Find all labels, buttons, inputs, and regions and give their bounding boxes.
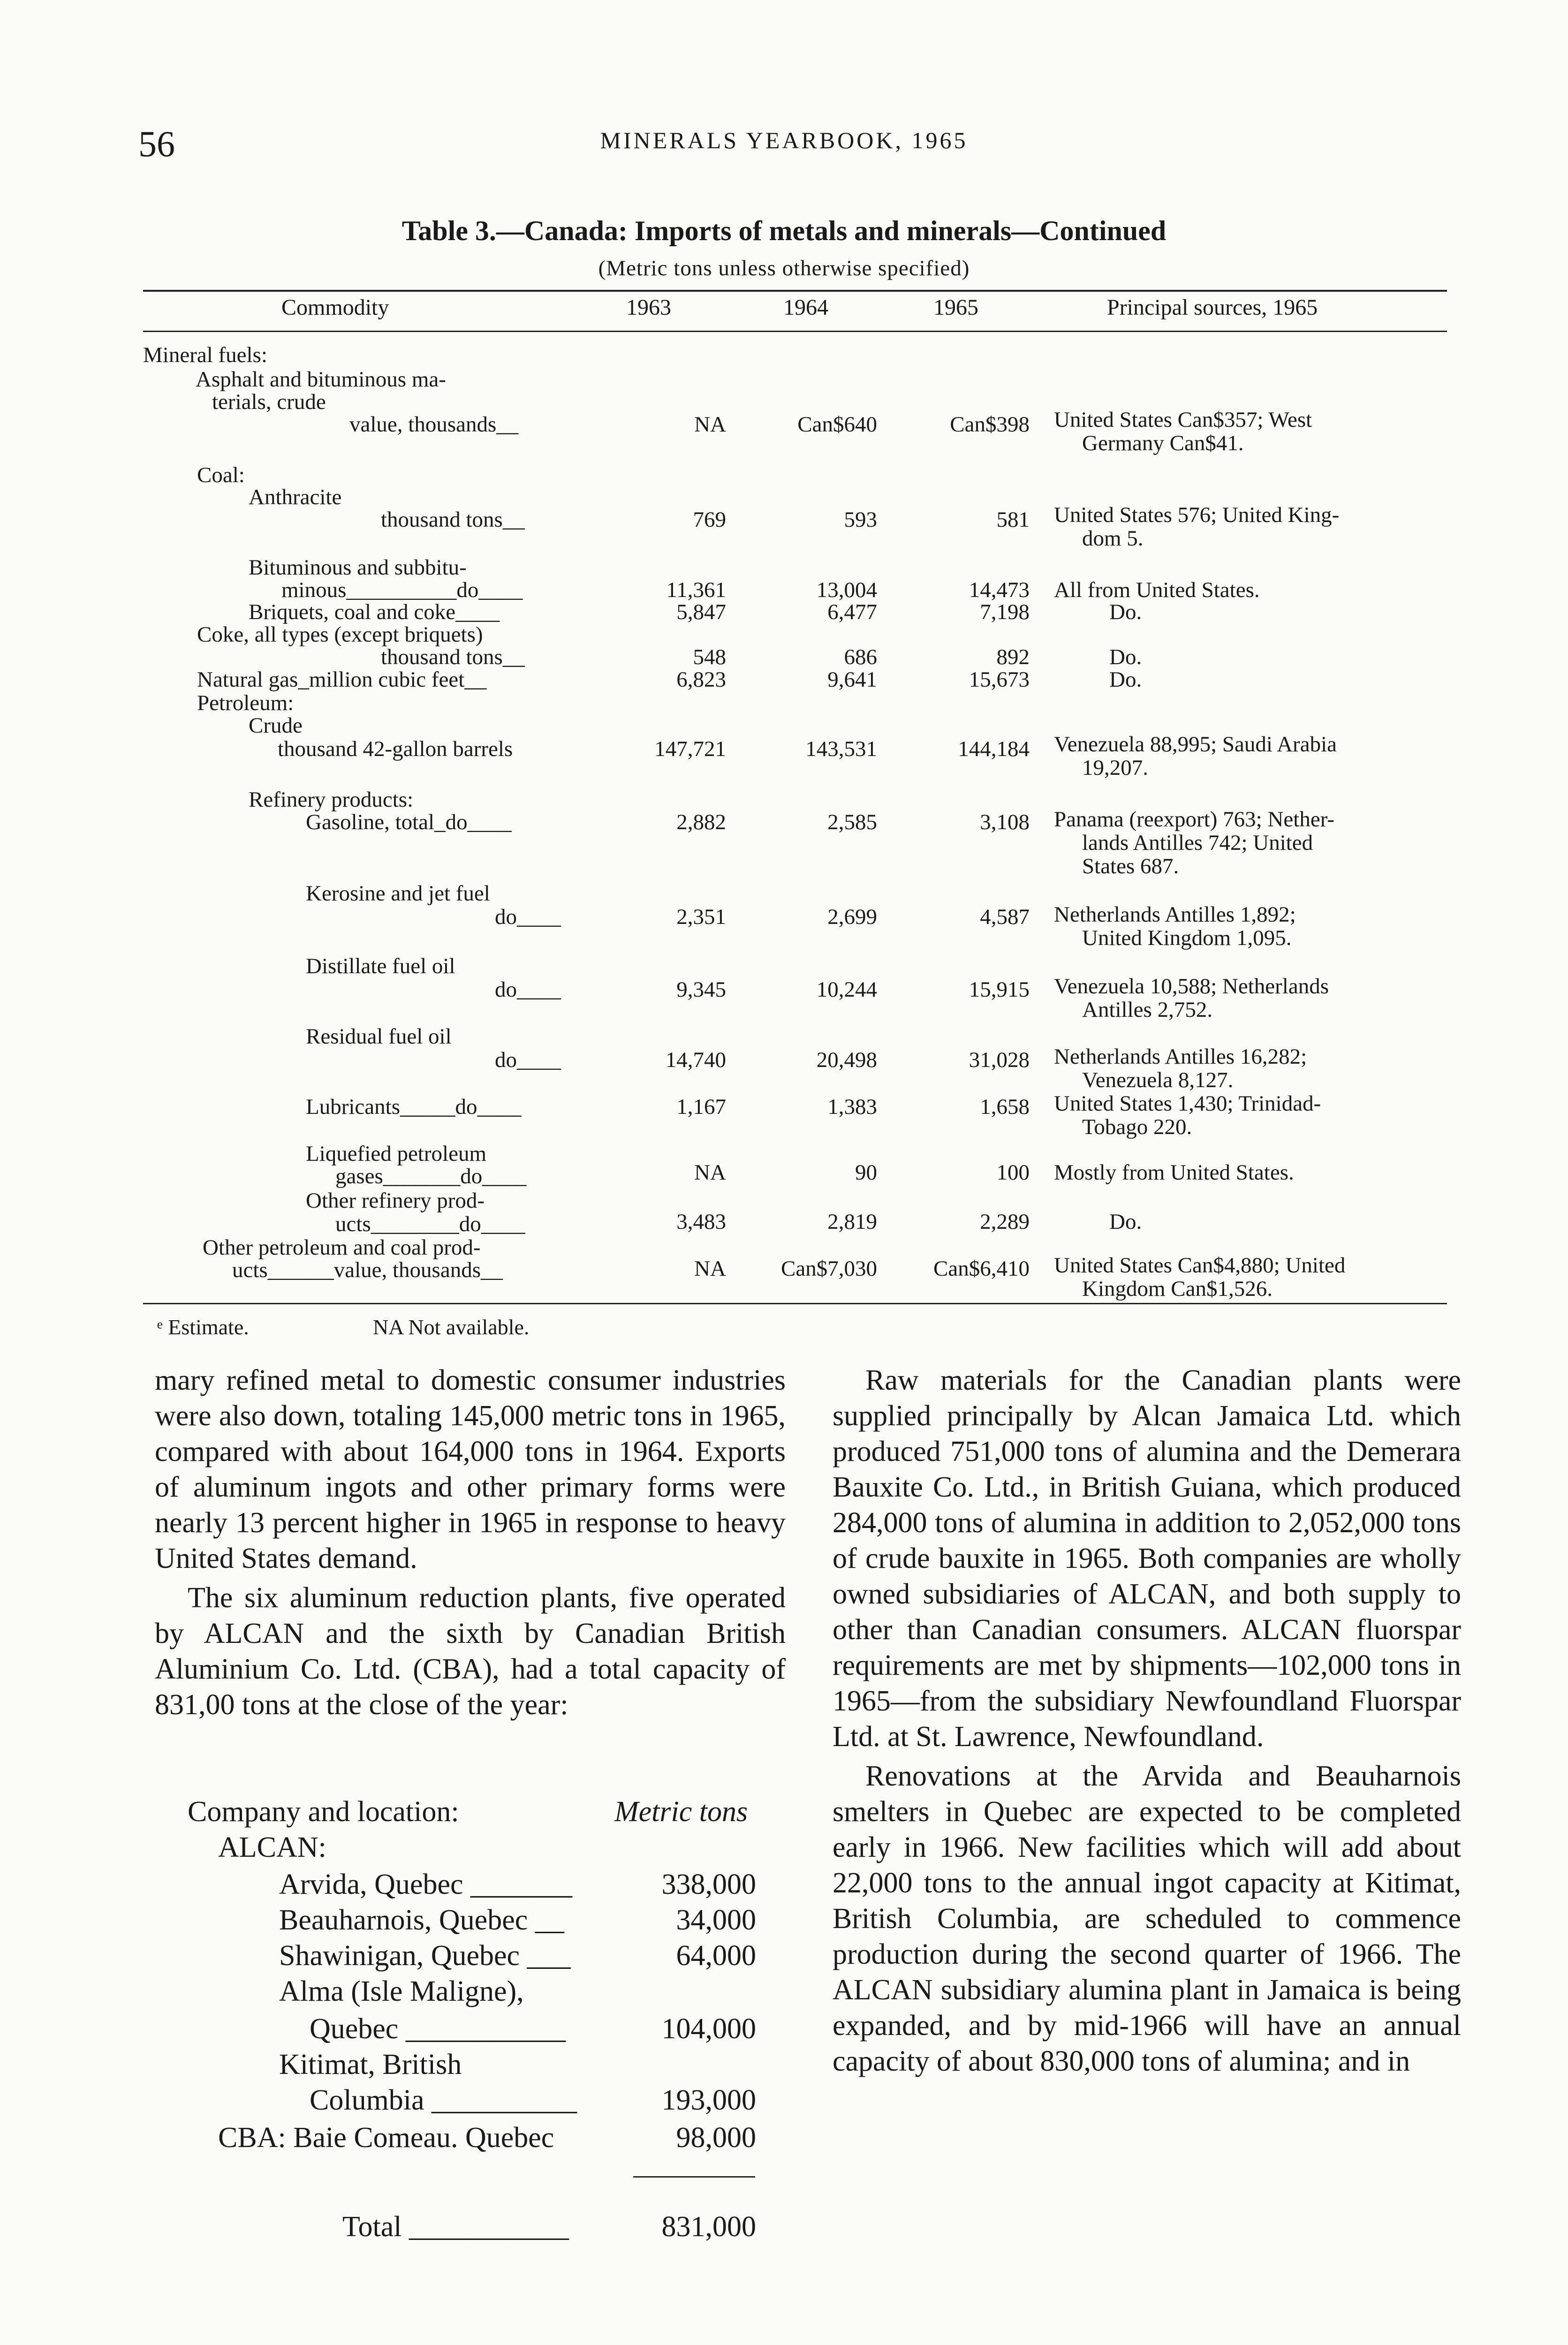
cell-residual-1965: 31,028 — [969, 1048, 1030, 1072]
total-label: Total ___________ — [342, 2211, 569, 2243]
cell-gasoline-1963: 2,882 — [676, 810, 726, 834]
cell-asphalt-1963: NA — [694, 412, 726, 437]
cell-anthracite-1965: 581 — [996, 507, 1030, 532]
plant-name: Arvida, Quebec _______ — [279, 1868, 572, 1900]
cell-bituminous-1965: 14,473 — [969, 578, 1030, 602]
col-1965: 1965 — [933, 295, 978, 320]
footnote-estimate: ᵉ Estimate. — [157, 1315, 249, 1339]
label-coke: Coke, all types (except briquets) — [197, 622, 483, 647]
label-bituminous: minous__________do____ — [281, 578, 523, 602]
cell-anthracite-1964: 593 — [844, 507, 877, 532]
cell-distillate-1963: 9,345 — [676, 977, 726, 1002]
label-kerosine: Kerosine and jet fuel — [306, 881, 490, 906]
cell-coke-1964: 686 — [844, 645, 877, 669]
cell-residual-1963: 14,740 — [665, 1048, 726, 1072]
list-heading: Company and location: — [188, 1796, 459, 1828]
cell-coke-1965: 892 — [996, 645, 1030, 669]
plant-name: Alma (Isle Maligne), — [279, 1975, 524, 2007]
col-sources: Principal sources, 1965 — [1107, 295, 1318, 320]
label-asphalt: Asphalt and bituminous ma- — [196, 367, 446, 392]
cell-briquets-1965: 7,198 — [980, 600, 1030, 624]
table-top-rule — [143, 290, 1447, 292]
plant-capacity: 64,000 — [676, 1940, 756, 1972]
cell-other-petroleum-1964: Can$7,030 — [781, 1256, 877, 1281]
cell-other-petroleum-sources: United States Can$4,880; United Kingdom Can$1,526. — [1054, 1253, 1346, 1301]
cell-lpg-1963: NA — [694, 1160, 726, 1185]
label-gasoline: Gasoline, total_do____ — [306, 810, 512, 834]
cell-gasoline-1965: 3,108 — [980, 810, 1030, 834]
cell-lubricants-1963: 1,167 — [676, 1095, 726, 1119]
label-coke: thousand tons__ — [381, 645, 525, 669]
label-anthracite: Anthracite — [249, 485, 342, 509]
cell-kerosine-1964: 2,699 — [827, 905, 877, 929]
cell-lpg-1965: 100 — [996, 1160, 1030, 1185]
table-subtitle: (Metric tons unless otherwise specified) — [598, 256, 970, 280]
label-other-petroleum: Other petroleum and coal prod- — [203, 1235, 481, 1260]
label-other-petroleum: ucts______value, thousands__ — [232, 1258, 503, 1282]
cell-bituminous-1963: 11,361 — [666, 578, 726, 602]
col-1964: 1964 — [783, 295, 828, 320]
label-lubricants: Lubricants_____do____ — [306, 1095, 522, 1119]
cell-residual-1964: 20,498 — [816, 1048, 877, 1072]
cell-asphalt-1964: Can$640 — [797, 412, 877, 437]
cell-crude-1965: 144,184 — [958, 737, 1030, 761]
cell-natgas-1965: 15,673 — [969, 667, 1030, 692]
cell-asphalt-1965: Can$398 — [950, 412, 1030, 437]
cell-bituminous-1964: 13,004 — [816, 578, 877, 602]
cell-kerosine-1963: 2,351 — [676, 905, 726, 929]
label-other-refinery: Other refinery prod- — [306, 1188, 485, 1213]
cell-briquets-1964: 6,477 — [827, 600, 877, 624]
cell-other-petroleum-1963: NA — [694, 1256, 726, 1281]
cell-gasoline-sources: Panama (reexport) 763; Nether- lands Antilles 742; United States 687. — [1054, 807, 1335, 878]
cell-lubricants-1965: 1,658 — [980, 1095, 1030, 1119]
table-header-rule — [143, 331, 1447, 332]
cell-distillate-sources: Venezuela 10,588; Netherlands Antilles 2,752. — [1054, 974, 1329, 1022]
alcan-heading: ALCAN: — [218, 1831, 326, 1863]
plant-capacity: 193,000 — [661, 2084, 756, 2116]
cell-residual-sources: Netherlands Antilles 16,282; Venezuela 8,127. — [1054, 1044, 1307, 1092]
cba-capacity: 98,000 — [676, 2122, 756, 2154]
label-bituminous: Bituminous and subbitu- — [249, 555, 467, 580]
cell-other-petroleum-1965: Can$6,410 — [933, 1256, 1030, 1281]
label-distillate: Distillate fuel oil — [306, 954, 455, 978]
running-title: MINERALS YEARBOOK, 1965 — [600, 127, 968, 153]
cell-natgas-1963: 6,823 — [676, 667, 726, 692]
cell-kerosine-1965: 4,587 — [980, 905, 1030, 929]
left-paragraph-1: mary refined metal to domestic consumer industries were also down, totaling 145,000 metric tons in 1965, compared with about 164,000 tons in 1964. Exports of aluminum ingots and other primary forms were nearly 13 percent higher in 1965 in response to heavy United States demand. — [155, 1364, 786, 1574]
plant-name: Shawinigan, Quebec ___ — [279, 1940, 571, 1972]
cell-briquets-1963: 5,847 — [676, 600, 726, 624]
page-number: 56 — [138, 123, 175, 164]
cell-other-refinery-sources: Do. — [1109, 1210, 1142, 1234]
plant-capacity: 104,000 — [661, 2013, 756, 2045]
right-column — [833, 1362, 1461, 2079]
label-petroleum: Petroleum: — [197, 691, 294, 715]
label-residual: do____ — [495, 1048, 561, 1072]
left-paragraph-2: The six aluminum reduction plants, five operated by ALCAN and the sixth by Canadian British Aluminium Co. Ltd. (CBA), had a total capacity of 831,00 tons at the close of the year: — [155, 1582, 786, 1721]
plant-capacity: 338,000 — [661, 1868, 756, 1900]
table-bottom-rule — [143, 1303, 1447, 1304]
cell-anthracite-sources: United States 576; United King- dom 5. — [1054, 503, 1340, 551]
cell-natgas-1964: 9,641 — [827, 667, 877, 692]
footnote-na: NA Not available. — [373, 1315, 530, 1339]
plant-name: Beauharnois, Quebec __ — [279, 1904, 564, 1936]
label-residual: Residual fuel oil — [306, 1024, 452, 1049]
cell-distillate-1965: 15,915 — [969, 977, 1030, 1002]
list-unit: Metric tons — [614, 1796, 748, 1828]
label-refinery: Refinery products: — [249, 787, 414, 812]
col-1963: 1963 — [626, 295, 671, 320]
cell-coke-sources: Do. — [1109, 645, 1142, 669]
cell-anthracite-1963: 769 — [693, 507, 726, 532]
plant-name: Columbia __________ — [310, 2084, 577, 2116]
cell-other-refinery-1964: 2,819 — [827, 1210, 877, 1234]
cba-plant: CBA: Baie Comeau. Quebec — [218, 2122, 554, 2154]
cell-lpg-1964: 90 — [855, 1160, 877, 1185]
left-column — [155, 1362, 786, 1723]
label-mineral-fuels: Mineral fuels: — [143, 343, 267, 367]
label-crude: thousand 42-gallon barrels — [278, 737, 513, 761]
cell-briquets-sources: Do. — [1109, 600, 1142, 624]
label-kerosine: do____ — [495, 905, 561, 929]
label-anthracite: thousand tons__ — [381, 507, 525, 532]
col-commodity: Commodity — [281, 295, 389, 320]
cell-crude-1963: 147,721 — [654, 737, 726, 761]
total-rule — [633, 2176, 755, 2178]
cell-coke-1963: 548 — [693, 645, 726, 669]
label-natural-gas: Natural gas_million cubic feet__ — [197, 667, 487, 692]
cell-lubricants-1964: 1,383 — [827, 1095, 877, 1119]
cell-other-refinery-1965: 2,289 — [980, 1210, 1030, 1234]
label-briquets: Briquets, coal and coke____ — [249, 600, 500, 624]
cell-asphalt-sources: United States Can$357; West Germany Can$41. — [1054, 408, 1312, 455]
cell-crude-1964: 143,531 — [805, 737, 877, 761]
cell-distillate-1964: 10,244 — [816, 977, 877, 1002]
right-paragraph-2: Renovations at the Arvida and Beauharnois smelters in Quebec are expected to be completed early in 1966. New facilities which will add about 22,000 tons to the annual ingot capacity at Kitimat, British Columbia, are scheduled to commence production during the second quarter of 1966. The ALCAN subsidiary alumina plant in Jamaica is being expanded, and by mid-1966 will have an annual capacity of about 830,000 tons of alumina; and in — [833, 1760, 1461, 2077]
cell-lpg-sources: Mostly from United States. — [1054, 1160, 1294, 1185]
plant-capacity: 34,000 — [676, 1904, 756, 1936]
label-other-refinery: ucts________do____ — [335, 1212, 525, 1236]
label-asphalt: terials, crude — [212, 390, 326, 414]
plant-name: Kitimat, British — [279, 2049, 462, 2080]
label-lpg: Liquefied petroleum — [306, 1142, 486, 1166]
label-distillate: do____ — [495, 977, 561, 1002]
right-paragraph-1: Raw materials for the Canadian plants were supplied principally by Alcan Jamaica Ltd. which produced 751,000 tons of alumina and the Demerara Bauxite Co. Ltd., in British Guiana, which produced 284,000 tons of alumina in addition to 2,052,000 tons of crude bauxite in 1965. Both companies are wholly owned subsidiaries of ALCAN, and both supply to other than Canadian consumers. ALCAN fluorspar requirements are met by shipments—102,000 tons in 1965—from the subsidiary Newfoundland Fluorspar Ltd. at St. Lawrence, Newfoundland. — [833, 1364, 1461, 1753]
cell-bituminous-sources: All from United States. — [1054, 578, 1260, 602]
plant-name: Quebec ___________ — [310, 2013, 566, 2045]
table-title: Table 3.—Canada: Imports of metals and minerals—Continued — [401, 215, 1167, 246]
cell-gasoline-1964: 2,585 — [827, 810, 877, 834]
total-capacity: 831,000 — [661, 2211, 756, 2243]
cell-natgas-sources: Do. — [1109, 667, 1142, 692]
cell-kerosine-sources: Netherlands Antilles 1,892; United Kingdom 1,095. — [1054, 902, 1296, 950]
label-lpg: gases_______do____ — [335, 1164, 527, 1188]
cell-other-refinery-1963: 3,483 — [676, 1210, 726, 1234]
label-crude: Crude — [249, 713, 303, 738]
cell-crude-sources: Venezuela 88,995; Saudi Arabia 19,207. — [1054, 732, 1337, 780]
cell-lubricants-sources: United States 1,430; Trinidad- Tobago 220. — [1054, 1091, 1321, 1139]
label-asphalt: value, thousands__ — [349, 412, 519, 437]
label-coal: Coal: — [197, 463, 245, 487]
